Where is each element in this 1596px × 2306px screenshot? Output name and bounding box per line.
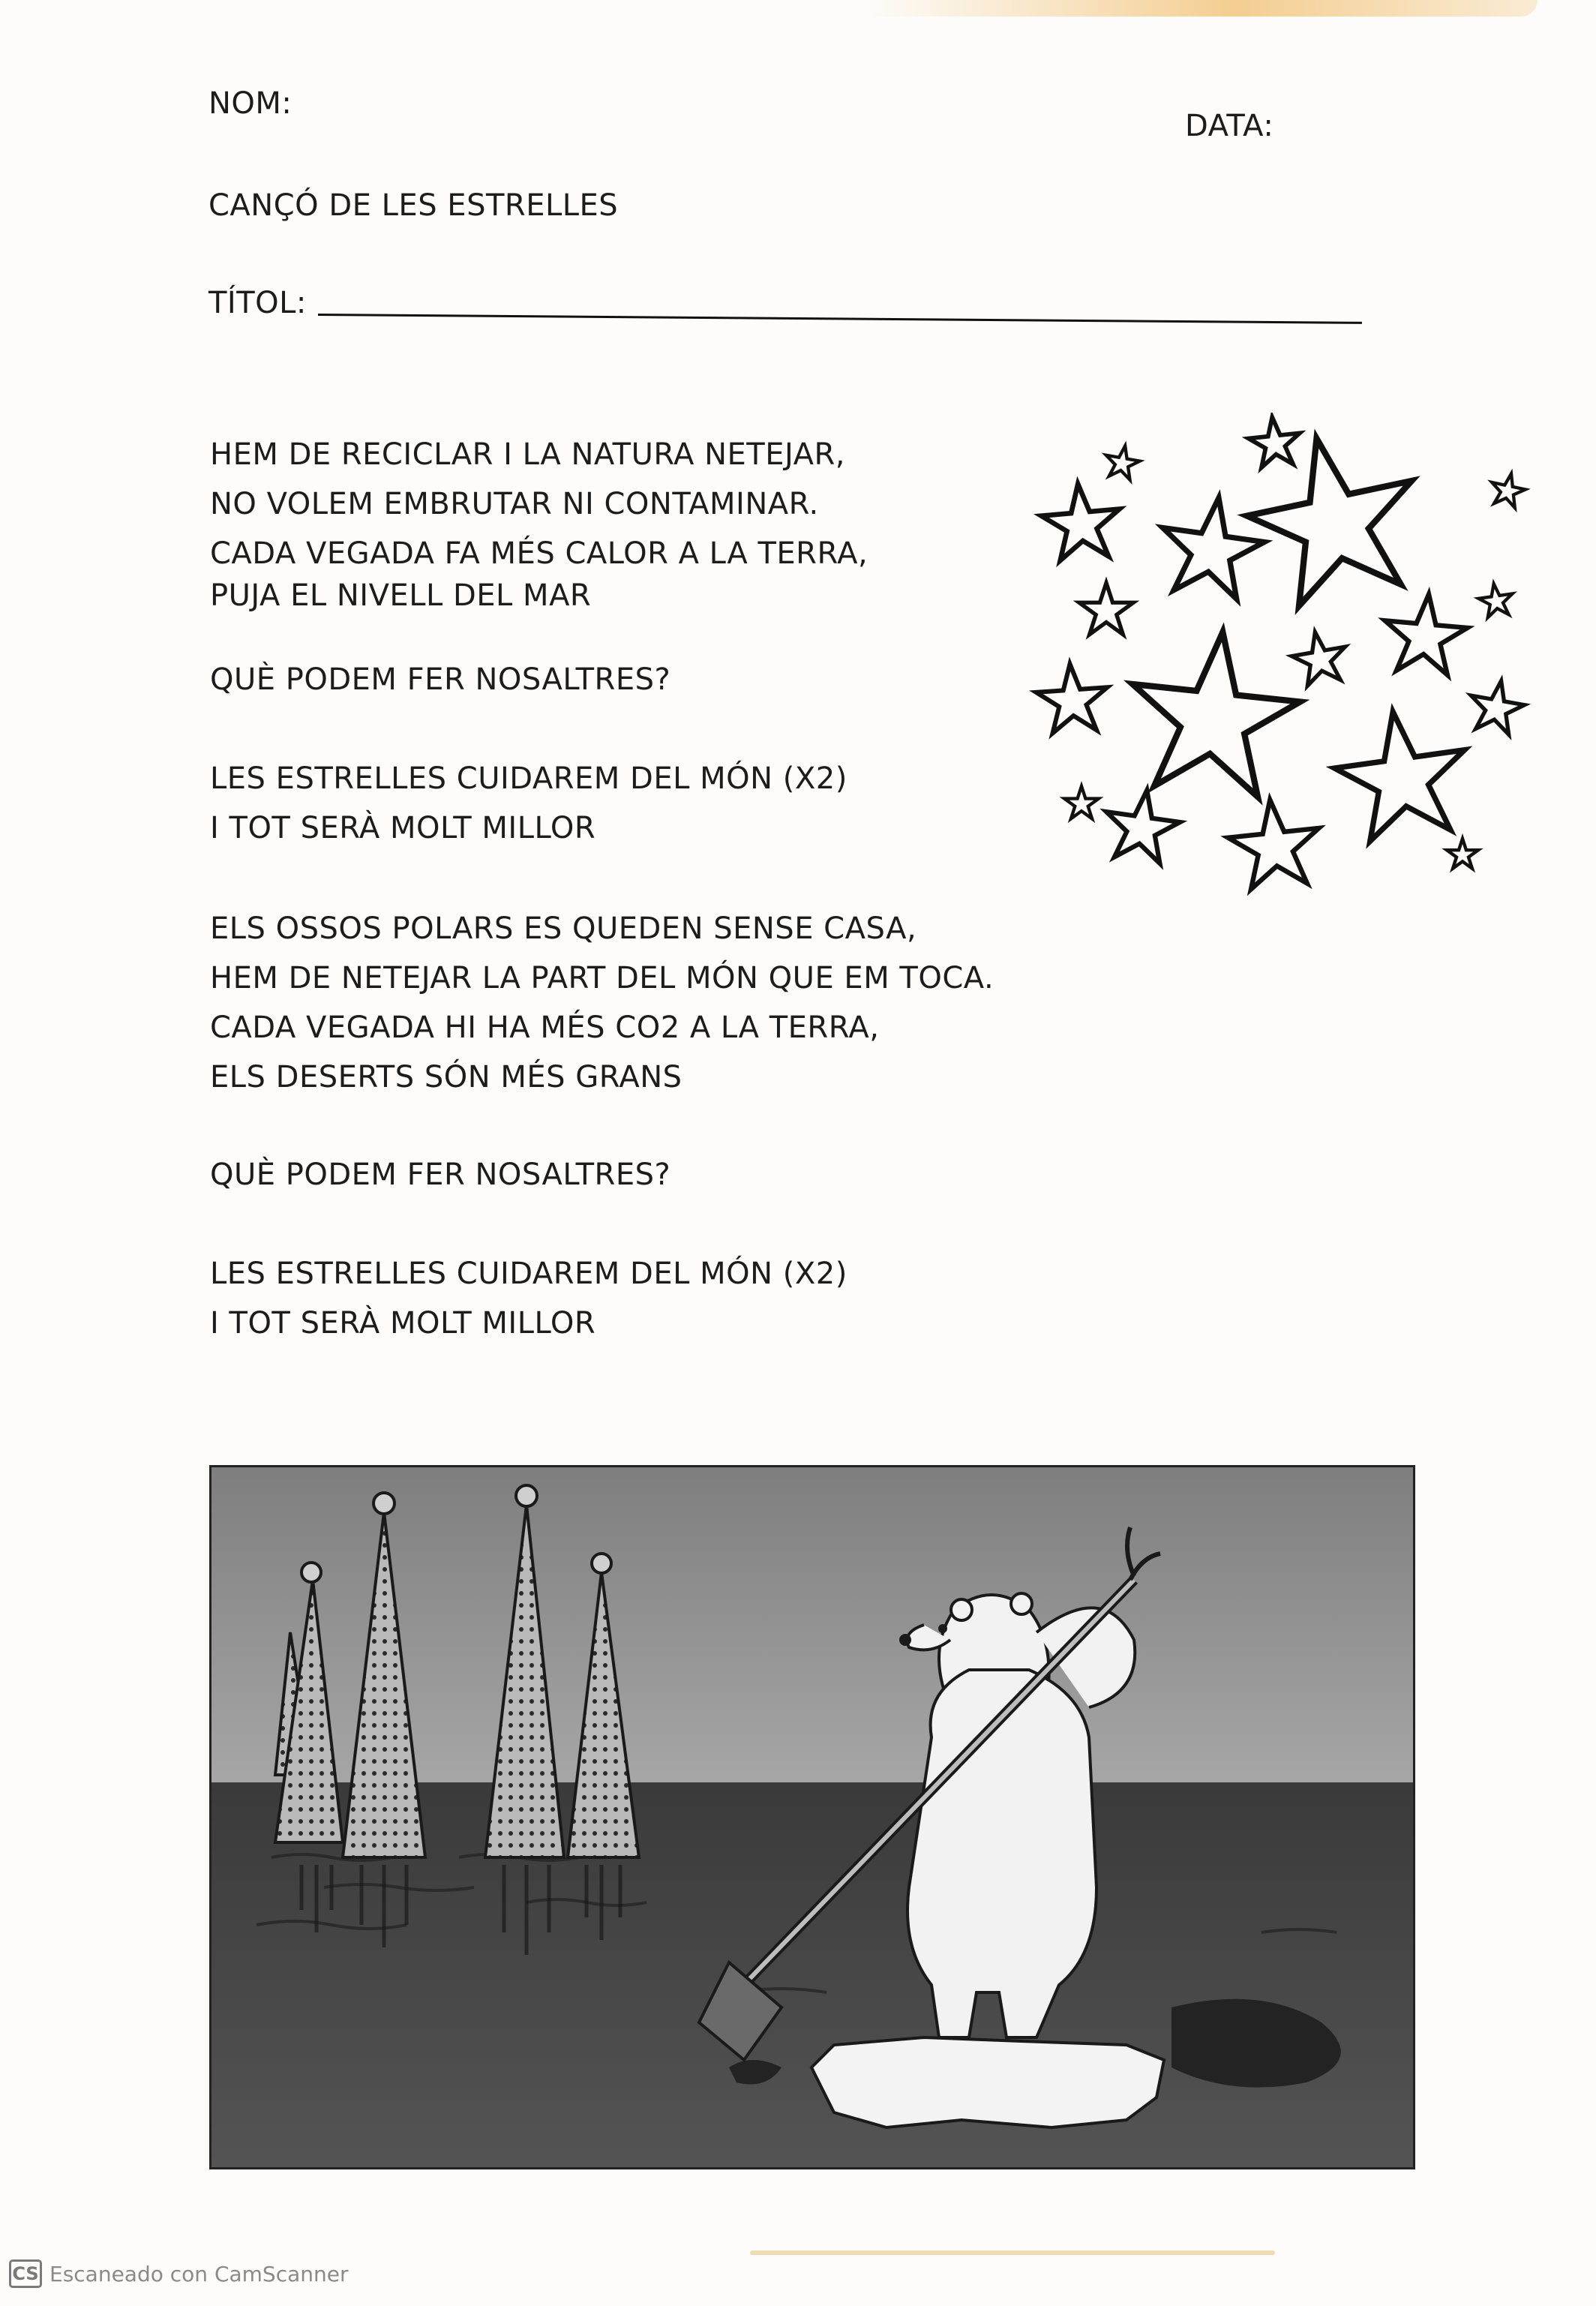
star-icon (1477, 581, 1515, 618)
title-fill-line[interactable] (318, 314, 1362, 324)
lyric-line: I TOT SERÀ MOLT MILLOR (210, 1306, 596, 1341)
star-icon (1064, 786, 1099, 818)
lyric-line: ELS DESERTS SÓN MÉS GRANS (210, 1060, 682, 1094)
star-icon (1079, 583, 1133, 635)
lyric-line: QUÈ PODEM FER NOSALTRES? (210, 662, 671, 697)
lyric-line: HEM DE RECICLAR I LA NATURA NETEJAR, (210, 437, 845, 472)
star-icon (1122, 623, 1306, 800)
page-top-tint (862, 0, 1538, 17)
date-label: DATA: (1185, 109, 1274, 143)
star-icon (1466, 676, 1528, 736)
lyric-line: CADA VEGADA HI HA MÉS CO2 A LA TERRA, (210, 1010, 880, 1045)
star-icon (1381, 590, 1470, 676)
lyric-line: PUJA EL NIVELL DEL MAR (210, 578, 592, 613)
star-icon (1225, 795, 1324, 891)
page-bottom-tint (750, 2250, 1275, 2255)
star-icon (1034, 662, 1110, 734)
ice-floe (812, 2037, 1164, 2127)
star-icon (1154, 491, 1270, 602)
camscanner-logo-icon: CS (9, 2259, 42, 2288)
star-icon (1447, 839, 1478, 869)
lyric-line: I TOT SERÀ MOLT MILLOR (210, 811, 596, 845)
lyric-line: CADA VEGADA FA MÉS CALOR A LA TERRA, (210, 536, 868, 571)
lyric-line: LES ESTRELLES CUIDAREM DEL MÓN (X2) (210, 1257, 848, 1291)
lyric-line: QUÈ PODEM FER NOSALTRES? (210, 1158, 671, 1192)
lyric-line: ELS OSSOS POLARS ES QUEDEN SENSE CASA, (210, 911, 917, 946)
title-label: TÍTOL: (208, 286, 307, 320)
song-title: CANÇÓ DE LES ESTRELLES (208, 188, 619, 223)
star-icon (1246, 415, 1303, 469)
stars-illustration (1028, 413, 1538, 923)
star-icon (1102, 443, 1142, 481)
star-icon (1039, 481, 1124, 562)
star-icon (1100, 785, 1184, 866)
lyric-line: HEM DE NETEJAR LA PART DEL MÓN QUE EM TOCA. (210, 961, 994, 995)
scanner-watermark (9, 2259, 348, 2288)
star-icon (1288, 627, 1351, 687)
polar-bear-illustration (209, 1465, 1415, 2169)
name-label: NOM: (208, 86, 292, 121)
scanner-text: Escaneado con CamScanner (50, 2261, 349, 2286)
star-icon (1488, 470, 1528, 509)
lyric-line: LES ESTRELLES CUIDAREM DEL MÓN (X2) (210, 761, 848, 796)
star-icon (1328, 703, 1475, 845)
lyric-line: NO VOLEM EMBRUTAR NI CONTAMINAR. (210, 487, 819, 521)
polar-bear-scene (212, 1467, 1413, 2167)
